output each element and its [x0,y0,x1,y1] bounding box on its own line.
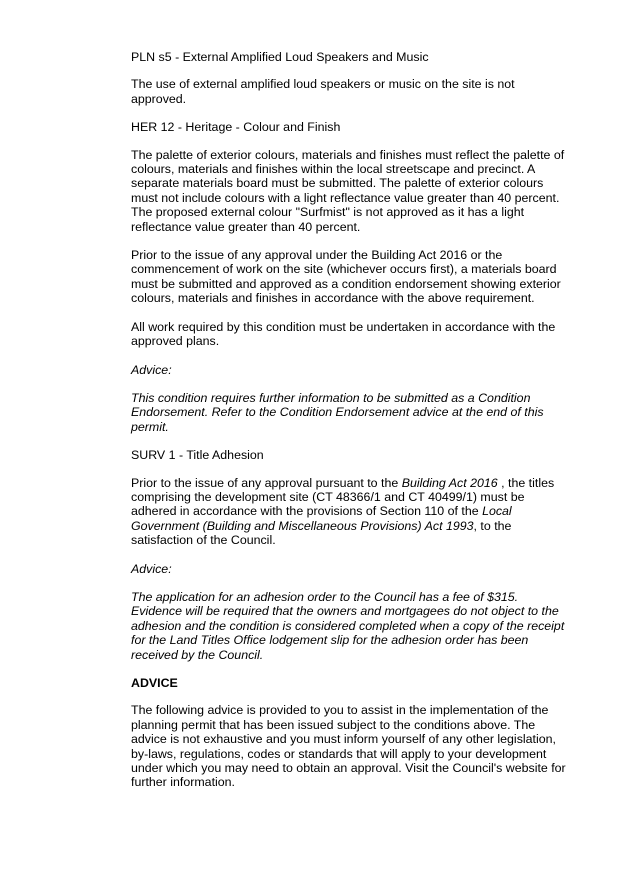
condition-body-her-12-materials-board: Prior to the issue of any approval under the Building Act 2016 or the commencement of work on the site (whichever occurs first), a materials board must be submitted and approved as a condition endorsement showing exterior colours, materials and finishes in accordance with the above requirement. [131,248,561,306]
advice-label-her-12: Advice: [131,362,172,377]
condition-body-her-12-palette: The palette of exterior colours, materials and finishes must reflect the palette of colours, materials and finishes within the local streetscape and precinct. A separate materials board must be submitted. The palette of exterior colours must not include colours with a light reflectance value greater than 40 percent. The proposed external colour "Surfmist" is not approved as it has a light reflectance value greater than 40 percent. [131,147,565,234]
document-page [131,50,571,804]
condition-heading-her-12: HER 12 - Heritage - Colour and Finish [131,120,341,135]
local-government-act-reference: Local Government (Building and Miscellaneous Provisions) Act 1993 [131,504,512,533]
advice-text-her-12: This condition requires further information to be submitted as a Condition Endorsement. Refer to the Condition Endorsement advice at the end of this permit. [131,390,544,434]
advice-section-title: ADVICE [131,676,178,690]
condition-heading-pln-s5: PLN s5 - External Amplified Loud Speakers and Music [131,50,429,64]
advice-text-surv-1: The application for an adhesion order to the Council has a fee of $315. Evidence will be required that the owners and mortgagees do not object to the adhesion and the condition is considered completed when a copy of the receipt for the Land Titles Office lodgement slip for the adhesion order has been received by the Council. [131,589,565,662]
condition-body-pln-s5: The use of external amplified loud speakers or music on the site is not approved. [131,77,515,106]
condition-heading-surv-1: SURV 1 - Title Adhesion [131,448,264,463]
building-act-reference: Building Act 2016 [401,475,498,490]
condition-body-surv-1 [131,476,571,548]
condition-body-her-12-approved-plans: All work required by this condition must be undertaken in accordance with the approved plans. [131,319,556,349]
surv-1-text-part-3: , to the satisfaction of the Council. [131,518,512,548]
advice-label-surv-1: Advice: [131,561,172,576]
surv-1-text-part-2: , the titles comprising the development site (CT 48366/1 and CT 40499/1) must be adhered in accordance with the provisions of Section 110 of the [131,475,555,519]
advice-section-body: The following advice is provided to you to assist in the implementation of the planning permit that has been issued subject to the conditions above. The advice is not exhaustive and you must inform yourself of any other legislation, by-laws, regulations, codes or standards that will apply to your development under which you may need to obtain an approval. Visit the Council's website for further information. [131,703,566,790]
surv-1-text-part-1: Prior to the issue of any approval pursuant to the [131,475,402,490]
